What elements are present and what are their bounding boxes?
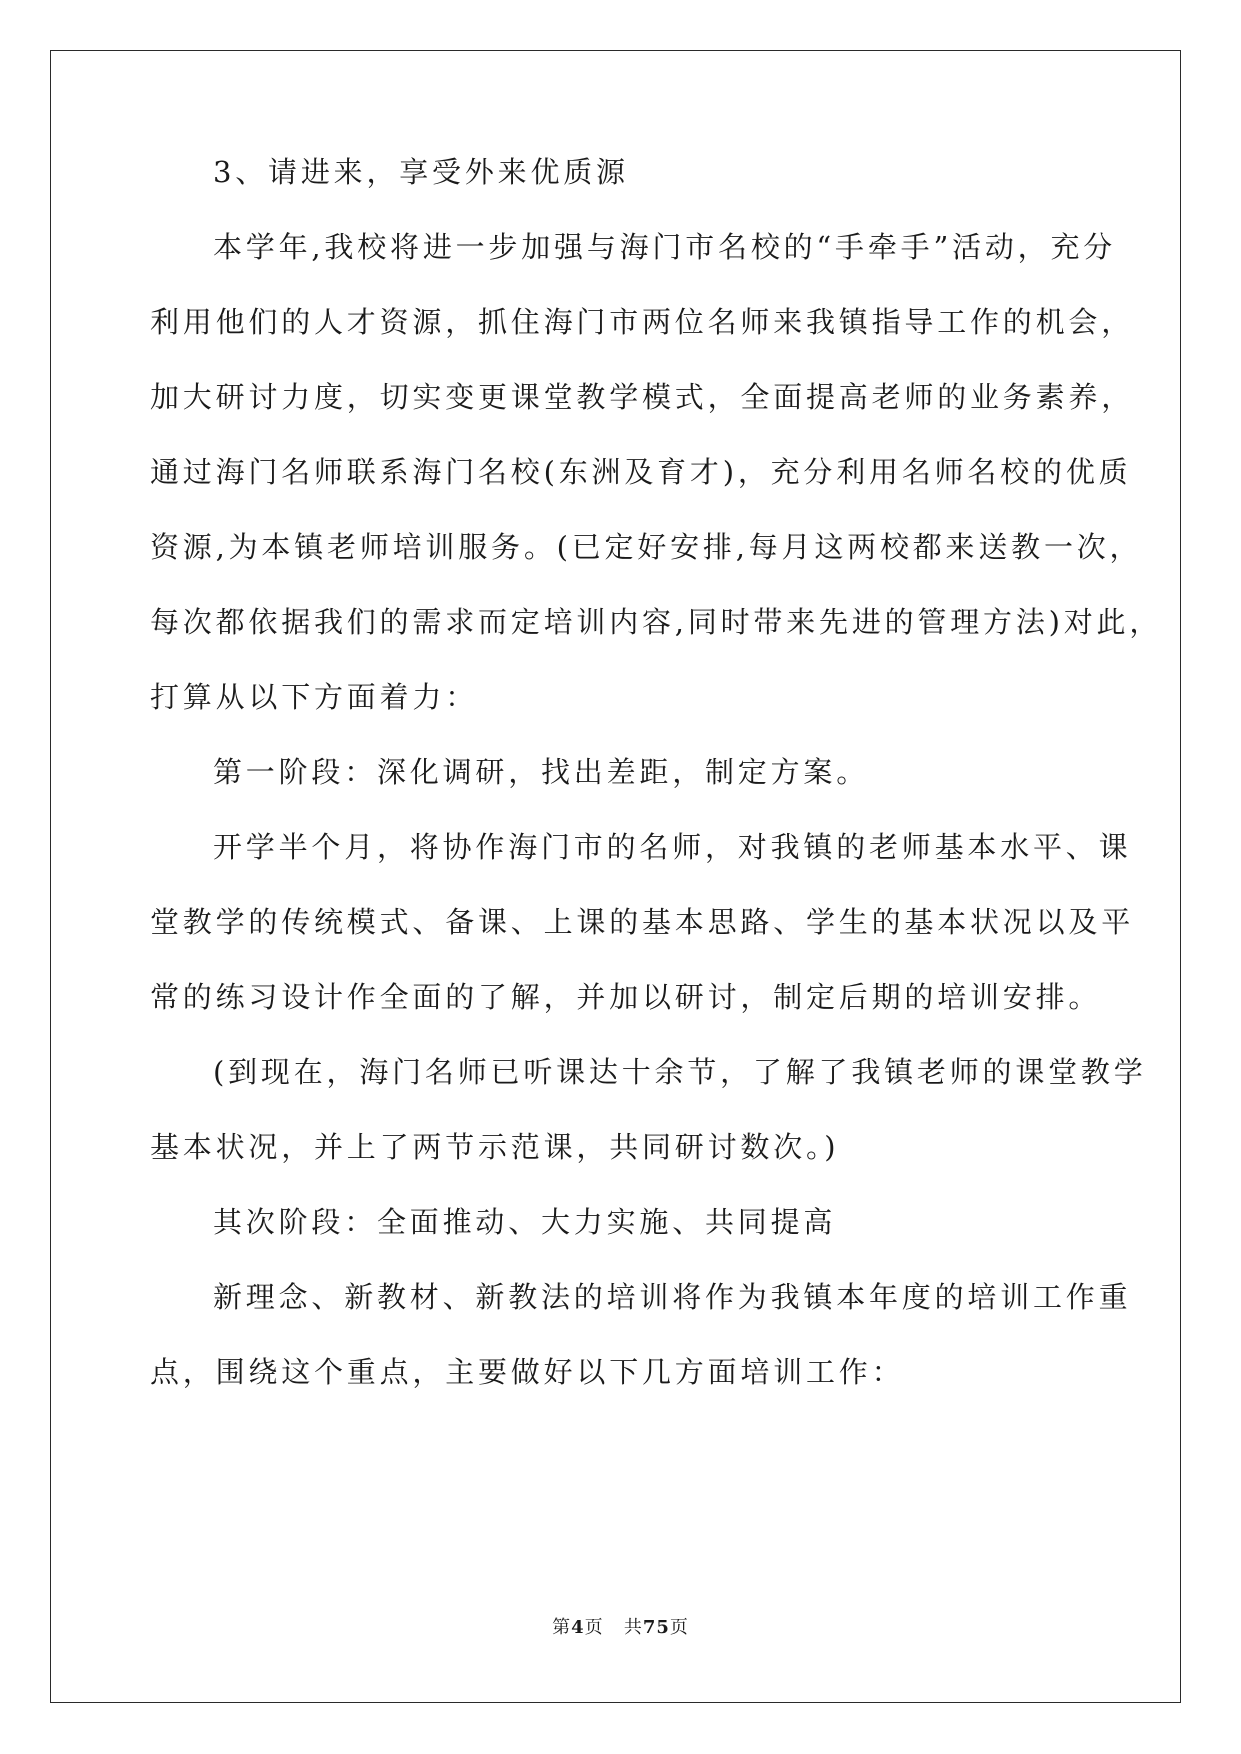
paragraph-line: 利用他们的人才资源，抓住海门市两位名师来我镇指导工作的机会， [150, 305, 1135, 339]
paragraph-line: (到现在，海门名师已听课达十余节，了解了我镇老师的课堂教学 [213, 1055, 1147, 1089]
page-footer [0, 1616, 1241, 1640]
footer-page-number: 4 [571, 1617, 585, 1638]
section-heading: 3、请进来，享受外来优质源 [213, 155, 629, 189]
footer-page-suffix: 页 [584, 1617, 604, 1638]
paragraph-line: 每次都依据我们的需求而定培训内容,同时带来先进的管理方法)对此， [150, 605, 1163, 639]
paragraph-line: 打算从以下方面着力： [150, 680, 479, 714]
stage-heading: 其次阶段：全面推动、大力实施、共同提高 [213, 1205, 837, 1239]
paragraph-line: 基本状况，并上了两节示范课，共同研讨数次。) [150, 1130, 840, 1164]
paragraph-line: 新理念、新教材、新教法的培训将作为我镇本年度的培训工作重 [213, 1280, 1132, 1314]
footer-total-pages: 75 [642, 1617, 670, 1638]
paragraph-line: 点，围绕这个重点，主要做好以下几方面培训工作： [150, 1355, 905, 1389]
paragraph-line: 开学半个月，将协作海门市的名师，对我镇的老师基本水平、课 [213, 830, 1132, 864]
footer-total-prefix: 共 [623, 1617, 643, 1638]
stage-heading: 第一阶段：深化调研，找出差距，制定方案。 [213, 755, 870, 789]
paragraph-line: 通过海门名师联系海门名校(东洲及育才)，充分利用名师名校的优质 [150, 455, 1132, 489]
paragraph-line: 堂教学的传统模式、备课、上课的基本思路、学生的基本状况以及平 [150, 905, 1135, 939]
paragraph-line: 加大研讨力度，切实变更课堂教学模式，全面提高老师的业务素养， [150, 380, 1135, 414]
footer-total-suffix: 页 [669, 1617, 689, 1638]
paragraph-line: 资源,为本镇老师培训服务。(已定好安排,每月这两校都来送教一次， [150, 530, 1143, 564]
paragraph-line: 常的练习设计作全面的了解，并加以研讨，制定后期的培训安排。 [150, 980, 1102, 1014]
footer-page-prefix: 第 [552, 1617, 572, 1638]
paragraph-line: 本学年,我校将进一步加强与海门市名校的“手牵手”活动，充分 [213, 230, 1117, 264]
page-border [50, 50, 1181, 1703]
